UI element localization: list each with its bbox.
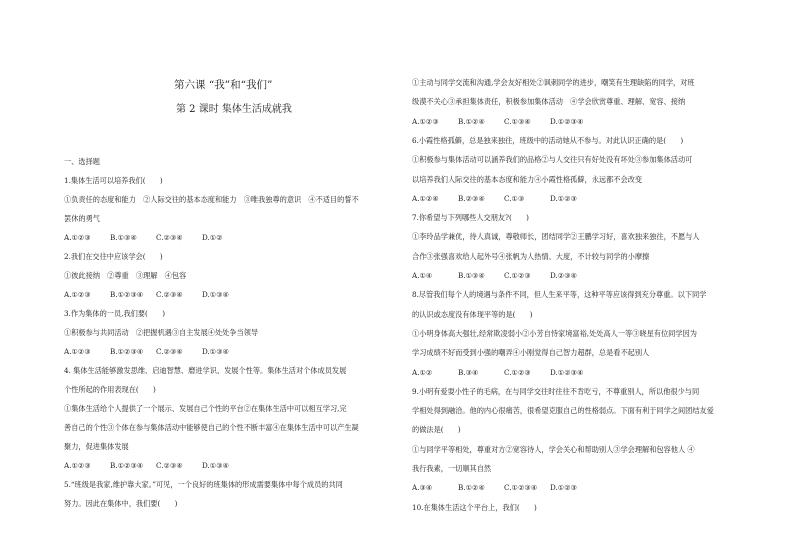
answer-option[interactable]: D.①③④ (202, 461, 230, 470)
answer-options (412, 194, 596, 203)
answer-option[interactable]: B.①②③④ (110, 347, 144, 356)
answer-options (64, 347, 248, 356)
question-text: 4. 集体生活能够激发思维、启迪智慧、磨进学识、发展个性等。集体生活对个体成员发展 (64, 366, 347, 375)
question-text: 的认识或态度没有体现平等的是( ) (412, 309, 533, 319)
answer-option[interactable]: A.①② (412, 367, 433, 377)
question-text: 3.作为集体的一员,我们要( ) (64, 309, 166, 318)
question-text: 级漠不关心③承担集体责任，积极参加集体活动 ④学会欣赏尊重、理解、宽容、接纳 (412, 97, 686, 107)
lesson-title: 第六课 “我”和“我们” (174, 79, 273, 91)
answer-option[interactable]: B.①③④ (458, 271, 485, 280)
question-text: ①集体生活给个人提供了一个展示、发展自己个性的平台②在集体生活中可以相互学习,完 (64, 404, 347, 413)
answer-option[interactable]: A.①②③ (412, 116, 439, 126)
answer-option[interactable]: A.①②④ (412, 193, 439, 203)
answer-option[interactable]: C.①②③④ (504, 483, 538, 493)
answer-options (64, 461, 248, 470)
question-text: ①主动与同学交流和沟通,学会友好相处②讽刺同学的进步，嘲笑有生理缺陷的同学，对班 (412, 78, 695, 87)
question-text: ①负责任的态度和能力 ②人际交往的基本态度和能力 ③唯我独尊的意识 ④不适目的誓不 (64, 195, 359, 204)
question-text: 9.小明有爱耍小性子的毛病，在与同学交往时往往不肯吃亏，不尊重别人，所以他很少与同 (412, 386, 700, 396)
answer-option[interactable]: C.①②③ (504, 271, 531, 280)
question-text: 以培养我们人际交往的基本态度和能力④小霞性格孤僻，永远都不会改变 (412, 174, 643, 184)
answer-option[interactable]: D.①②③④ (550, 116, 584, 126)
question-text: ①积极参与共同活动 ②把握机遇③自主发展④处处争当领导 (64, 328, 259, 337)
answer-option[interactable]: C.②③④ (156, 233, 183, 242)
answer-option[interactable]: B.②③④ (458, 193, 485, 203)
answer-option[interactable]: A.①②③ (64, 290, 91, 299)
answer-option[interactable]: B.③④ (458, 367, 479, 377)
answer-option[interactable]: D.②③④ (550, 271, 578, 280)
question-text: 学习成绩不好而受到小强的嘲弄④小刚觉得自己智力超群，总是看不起别人 (412, 348, 650, 358)
answer-options (412, 483, 596, 492)
question-text: 6.小霞性格孤僻，总是独来独往，班级中的活动她从不参与。对此认识正确的是( ) (412, 135, 684, 145)
question-text: 的做法是( ) (412, 425, 461, 435)
answer-options (412, 117, 596, 126)
question-text: 1.集体生活可以培养我们( ) (64, 176, 163, 185)
answer-option[interactable]: D.①②③ (550, 483, 578, 493)
answer-option[interactable]: D.①③④ (202, 347, 230, 356)
question-text: 罢休的勇气 (64, 214, 100, 223)
question-text: ①小明身体高大强壮,经常欺凌弱小②小芳自恃家境富裕,处处高人一等③晓星有位同学因为 (412, 328, 697, 338)
lesson-subtitle: 第 2 课时 集体生活成就我 (176, 104, 292, 115)
answer-option[interactable]: C.②③④ (156, 347, 183, 356)
answer-option[interactable]: A.③④ (412, 483, 433, 493)
section-heading: 一、选择题 (64, 157, 100, 166)
question-text: 我行我素，一切顺其自然 (412, 464, 492, 473)
answer-option[interactable]: D.①②③ (550, 193, 578, 203)
question-text: 聚力，促进集体发展 (64, 442, 129, 451)
question-text: 善自己的个性③个体在参与集体活动中能够使自己的个性不断丰富④在集体生活中可以产生凝 (64, 423, 359, 432)
question-text: 合作③张强喜欢给人起外号④张帆为人热情、大度，不计较与同学的小摩擦 (412, 251, 650, 261)
question-text: 努力。因此在集体中，我们要( ) (64, 499, 178, 508)
question-text: 7.你希望与下列哪些人交朋友?( ) (412, 213, 529, 223)
answer-option[interactable]: C.①③ (504, 193, 525, 203)
answer-option[interactable]: B.①③④ (110, 233, 137, 242)
answer-option[interactable]: C.②③④ (156, 461, 183, 470)
answer-option[interactable]: D.①②③④ (550, 367, 584, 377)
answer-option[interactable]: B.①②④ (458, 116, 485, 126)
question-text: ①彼此接纳 ②尊重 ③理解 ④包容 (64, 271, 187, 280)
answer-options (412, 368, 596, 377)
question-text: 学相处得到融洽。他的内心很痛苦，很希望克服自己的性格弱点。下面有利于同学之间团结友爱 (412, 406, 714, 416)
question-text: 10.在集体生活这个平台上，我们( ) (412, 502, 537, 512)
question-text: 5.“班级是我家,维护靠大家。”可见，一个良好的班集体的形成需要集体中每个成员的共同 (64, 480, 343, 489)
answer-option[interactable]: C.②③④ (156, 290, 183, 299)
answer-options (412, 271, 596, 280)
question-text: ①积极参与集体活动可以涵养我们的品格②与人交往只有好处没有坏处③参加集体活动可 (412, 155, 693, 165)
answer-option[interactable]: B.①②③④ (110, 461, 144, 470)
question-text: 2.我们在交往中应该学会( ) (64, 252, 163, 261)
answer-option[interactable]: B.①②④ (458, 483, 485, 493)
answer-option[interactable]: A.①④ (412, 271, 433, 280)
answer-option[interactable]: D.①② (202, 233, 223, 242)
answer-option[interactable]: A.①②③ (64, 461, 91, 470)
answer-option[interactable]: C.①②③ (504, 367, 531, 377)
answer-option[interactable]: D.①③④ (202, 290, 230, 299)
question-text: 8.尽管我们每个人的境遇与条件不同，但人生来平等，这种平等应该得到充分尊重。以下同学 (412, 290, 707, 300)
answer-options (64, 233, 248, 242)
answer-option[interactable]: C.①③④ (504, 116, 531, 126)
question-text: 个性所起的作用表现在( ) (64, 385, 156, 394)
answer-option[interactable]: A.①②③ (64, 347, 91, 356)
answer-option[interactable]: B.①②③④ (110, 290, 144, 299)
question-text: ①与同学平等相处，尊重对方②宽容待人，学会关心和帮助别人③学会理解和包容他人 ④ (412, 444, 695, 454)
answer-options (64, 290, 248, 299)
answer-option[interactable]: A.①②③ (64, 233, 91, 242)
question-text: ①李玲品学兼优，待人真诚，尊敬师长，团结同学②王鹏学习好，喜欢独来独往，不愿与人 (412, 232, 700, 242)
